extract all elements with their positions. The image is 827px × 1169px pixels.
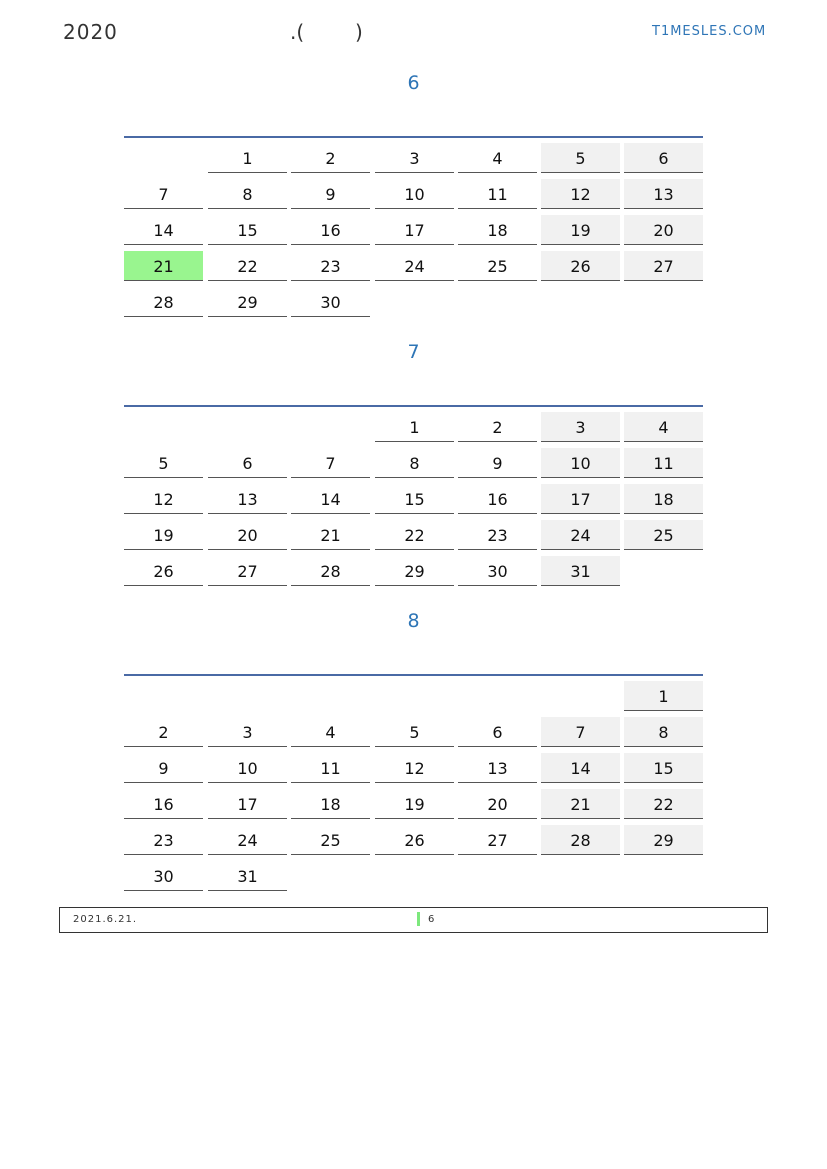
day-cell: 1: [624, 681, 703, 711]
day-cell: 7: [124, 179, 203, 209]
day-cell: 22: [375, 520, 454, 550]
day-cell: 21: [291, 520, 370, 550]
day-cell: 25: [458, 251, 537, 281]
day-cell: 28: [541, 825, 620, 855]
day-cell: 25: [624, 520, 703, 550]
month-top-rule: [124, 674, 703, 676]
day-cell: 9: [291, 179, 370, 209]
day-cell: 18: [624, 484, 703, 514]
day-cell: 27: [624, 251, 703, 281]
day-cell: 10: [208, 753, 287, 783]
day-cell: 16: [291, 215, 370, 245]
day-cell: 13: [208, 484, 287, 514]
day-cell: 8: [375, 448, 454, 478]
day-cell: 19: [375, 789, 454, 819]
day-cell: 17: [375, 215, 454, 245]
day-cell: 5: [375, 717, 454, 747]
day-cell: 26: [124, 556, 203, 586]
site-link[interactable]: T1MESLES.COM: [652, 24, 767, 39]
day-cell: 15: [208, 215, 287, 245]
month-top-rule: [124, 136, 703, 138]
day-cell: 5: [541, 143, 620, 173]
day-cell: 5: [124, 448, 203, 478]
day-cell: 24: [541, 520, 620, 550]
day-cell: 1: [375, 412, 454, 442]
day-cell: 10: [375, 179, 454, 209]
day-cell: 11: [624, 448, 703, 478]
day-cell: 16: [458, 484, 537, 514]
day-cell: 10: [541, 448, 620, 478]
day-cell: 12: [124, 484, 203, 514]
day-cell: 12: [375, 753, 454, 783]
day-cell: 8: [624, 717, 703, 747]
day-cell: 22: [208, 251, 287, 281]
day-cell: 4: [291, 717, 370, 747]
month-title: 7: [407, 341, 420, 363]
day-cell: 19: [541, 215, 620, 245]
day-cell: 15: [624, 753, 703, 783]
day-cell: 4: [458, 143, 537, 173]
day-cell: 21: [541, 789, 620, 819]
day-cell: 3: [541, 412, 620, 442]
day-cell: 15: [375, 484, 454, 514]
month-top-rule: [124, 405, 703, 407]
footer-bar: [59, 907, 768, 933]
day-cell: 7: [541, 717, 620, 747]
day-cell: 27: [458, 825, 537, 855]
day-cell: 6: [208, 448, 287, 478]
header-year: 2020: [63, 20, 118, 44]
day-cell: 17: [208, 789, 287, 819]
day-cell: 30: [458, 556, 537, 586]
day-cell: 29: [208, 287, 287, 317]
day-cell: 28: [124, 287, 203, 317]
day-cell: 2: [124, 717, 203, 747]
day-cell: 11: [458, 179, 537, 209]
day-cell: 19: [124, 520, 203, 550]
day-cell: 20: [208, 520, 287, 550]
day-cell: 13: [458, 753, 537, 783]
day-cell: 17: [541, 484, 620, 514]
day-cell: 31: [208, 861, 287, 891]
day-cell: 23: [458, 520, 537, 550]
day-cell: 13: [624, 179, 703, 209]
day-cell: 6: [458, 717, 537, 747]
day-cell: 20: [624, 215, 703, 245]
day-cell: 30: [291, 287, 370, 317]
header-subtitle: .( ): [290, 20, 363, 44]
day-cell: 29: [624, 825, 703, 855]
day-cell: 14: [291, 484, 370, 514]
day-cell: 14: [124, 215, 203, 245]
day-cell: 29: [375, 556, 454, 586]
day-cell: 26: [541, 251, 620, 281]
day-cell: 30: [124, 861, 203, 891]
day-cell: 8: [208, 179, 287, 209]
month-title: 6: [407, 72, 420, 94]
day-cell: 2: [458, 412, 537, 442]
month-title: 8: [407, 610, 420, 632]
day-cell: 22: [624, 789, 703, 819]
day-cell: 18: [291, 789, 370, 819]
day-cell: 23: [291, 251, 370, 281]
footer-page-number: 6: [428, 914, 435, 925]
day-cell: 18: [458, 215, 537, 245]
day-cell: 1: [208, 143, 287, 173]
day-cell: 28: [291, 556, 370, 586]
day-cell: 9: [458, 448, 537, 478]
day-cell: 24: [375, 251, 454, 281]
day-cell: 24: [208, 825, 287, 855]
day-cell: 9: [124, 753, 203, 783]
day-cell: 3: [208, 717, 287, 747]
day-cell: 2: [291, 143, 370, 173]
day-cell: 26: [375, 825, 454, 855]
day-cell: 14: [541, 753, 620, 783]
day-cell: 27: [208, 556, 287, 586]
footer-date: 2021.6.21.: [73, 914, 138, 925]
day-cell-today: 21: [124, 251, 203, 281]
day-cell: 16: [124, 789, 203, 819]
day-cell: 20: [458, 789, 537, 819]
day-cell: 6: [624, 143, 703, 173]
footer-marker: [417, 912, 420, 926]
day-cell: 12: [541, 179, 620, 209]
day-cell: 31: [541, 556, 620, 586]
day-cell: 25: [291, 825, 370, 855]
day-cell: 3: [375, 143, 454, 173]
day-cell: 23: [124, 825, 203, 855]
day-cell: 11: [291, 753, 370, 783]
day-cell: 4: [624, 412, 703, 442]
day-cell: 7: [291, 448, 370, 478]
